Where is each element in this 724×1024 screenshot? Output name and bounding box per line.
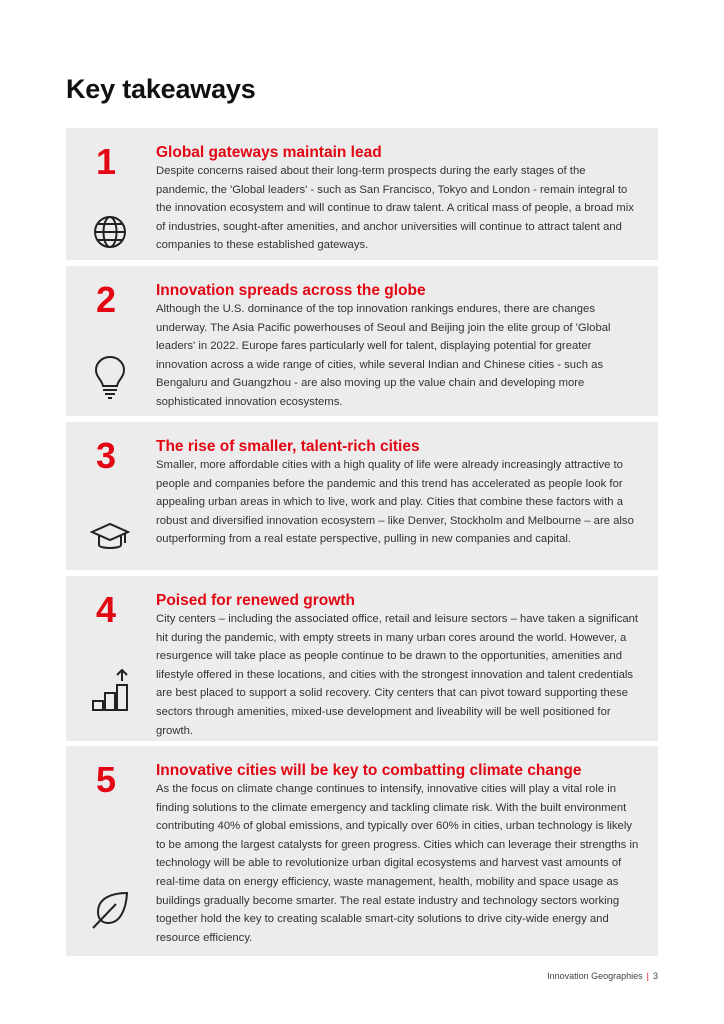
takeaway-number: 5 [96,759,117,800]
takeaway-card-5 [66,746,658,956]
takeaway-body: Despite concerns raised about their long-term prospects during the early stages of the pandemic, the 'Global leaders' - such as San Francisco, Tokyo and London - remain integral to the innovation ecosystem and will continue to draw talent. A critical mass of people, a broad mix of industries, sought-after amenities, and anchor universities will continue to attract talent and companies to these established gateways. [156,165,634,252]
takeaway-title: Global gateways maintain lead [156,144,382,161]
takeaway-title: Innovation spreads across the globe [156,282,426,299]
takeaway-number: 3 [96,435,117,476]
takeaway-number: 1 [96,141,117,182]
takeaway-card-1 [66,128,658,260]
globe-icon [90,212,130,252]
takeaway-title: Poised for renewed growth [156,592,355,609]
takeaway-body: Smaller, more affordable cities with a high quality of life were already increasingly attractive to people and companies before the pandemic and this trend has accelerated as people look for appealing urban areas in which to live, work and play. Cities that combine these factors with a robust and diversified innovation ecosystem – like Denver, Stockholm and Melbourne – are also outperforming from a real estate perspective, pulling in new companies and capital. [156,459,634,546]
takeaway-body: City centers – including the associated office, retail and leisure sectors – have taken a significant hit during the pandemic, with empty streets in many urban cores around the world. However, a resurgence will take place as people continue to be drawn to the opportunities, amenities and lifestyle offered in these locations, and cities with the strongest innovation and talent credentials are best placed to support a solid recovery. City centers that can pivot toward supporting these sectors through amenities, mixed-use development and liveability will be well positioned for growth. [156,613,639,737]
takeaway-title: Innovative cities will be key to combatting climate change [156,762,582,779]
takeaway-number: 4 [96,589,117,630]
takeaway-body: As the focus on climate change continues to intensify, innovative cities will play a vital role in finding solutions to the climate emergency and tackling climate risk. With the built environment contributing 40% of global emissions, and typically over 60% in cities, urban technology is likely to be among the largest catalysts for green progress. Cities which can leverage their strengths in technology will be able to revolutionize urban digital ecosystems and harvest vast amounts of real-time data on energy efficiency, waste management, health, mobility and space usage as buildings gradually become smarter. The real estate industry and technology sectors working together hold the key to creating scalable smart-city solutions to drive city-wide energy and resource efficiency. [156,783,639,944]
takeaway-card-4 [66,576,658,741]
takeaway-number: 2 [96,279,117,320]
takeaway-card-3 [66,422,658,570]
page-title: Key takeaways [66,74,256,104]
page-footer [547,971,658,981]
graduation-cap-icon [90,518,130,558]
footer-separator: | [646,971,649,981]
takeaway-body: Although the U.S. dominance of the top innovation rankings endures, there are changes underway. The Asia Pacific powerhouses of Seoul and Beijing join the elite group of 'Global leaders' in 2022. Europe fares particularly well for talent, displaying potential for greater innovation across a wide range of cities, while several Indian and Chinese cities - such as Bengaluru and Guangzhou - are also moving up the value chain and developing more sophisticated innovation ecosystems. [156,303,611,408]
publication-name: Innovation Geographies [547,971,643,981]
takeaway-card-2 [66,266,658,416]
takeaway-title: The rise of smaller, talent-rich cities [156,438,420,455]
lightbulb-icon [90,354,130,400]
leaf-icon [90,890,130,930]
growth-steps-icon [90,668,130,712]
page-number: 3 [652,971,658,981]
